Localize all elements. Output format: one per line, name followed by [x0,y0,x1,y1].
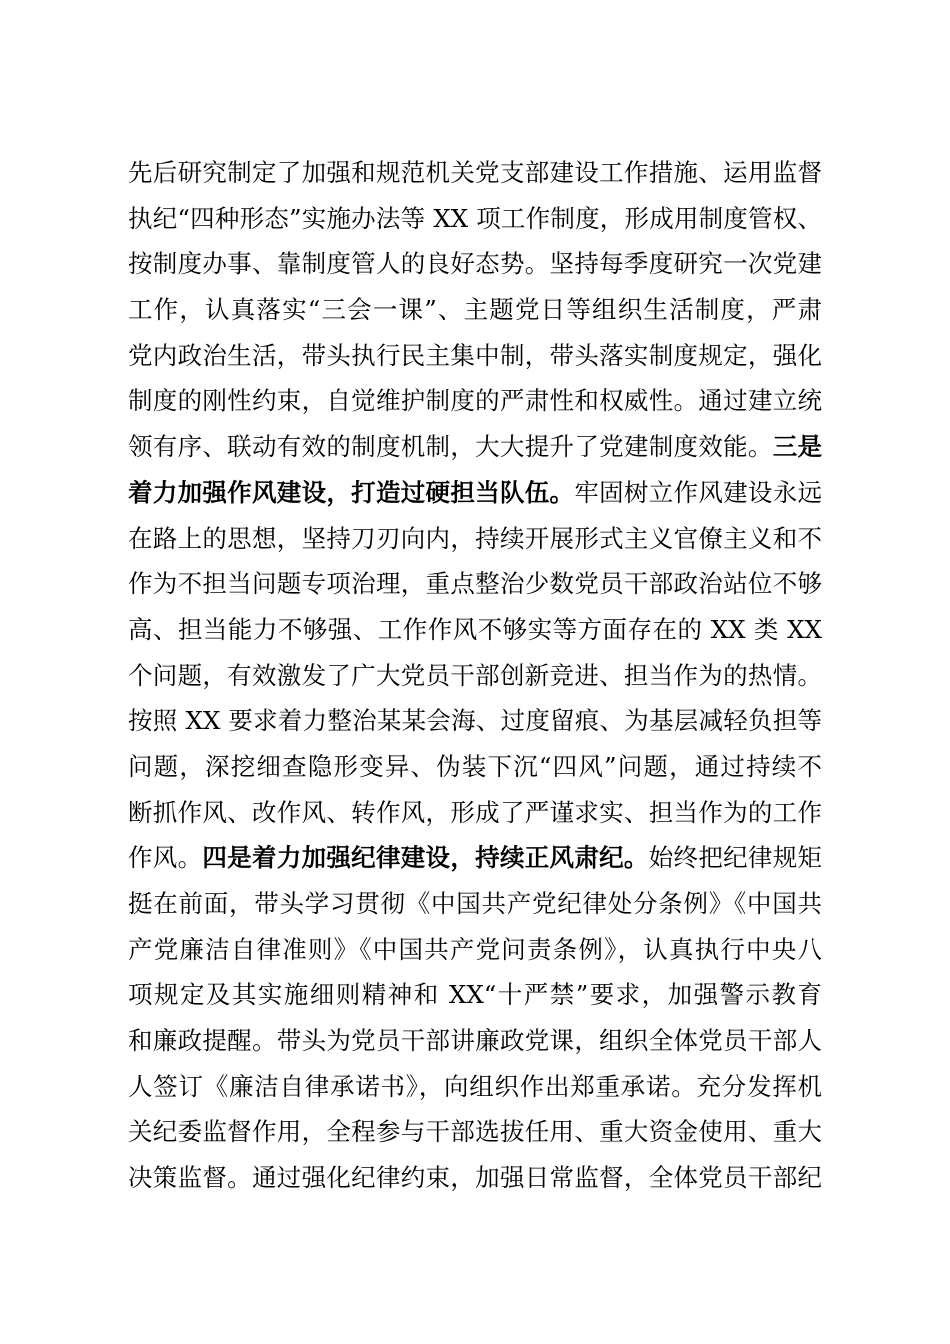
text-line [128,698,822,744]
text-line [128,241,822,287]
text-run: 始终把纪律规矩 [648,843,823,873]
text-line [128,744,822,790]
text-run: 产党廉洁自律准则》《中国共产党问责条例》，认真执行中央八 [128,934,822,964]
text-line [128,927,822,973]
text-run: 作为不担当问题专项治理，重点整治少数党员干部政治站位不够 [128,569,822,599]
text-run: 按制度办事、靠制度管人的良好态势。坚持每季度研究一次党建 [128,249,822,279]
text-run: 执纪“四种形态”实施办法等 XX 项工作制度，形成用制度管权、 [128,203,822,233]
text-run: 个问题，有效激发了广大党员干部创新竞进、担当作为的热情。 [128,660,822,690]
text-line [128,607,822,653]
text-line [128,196,822,242]
text-line [128,1064,822,1110]
text-line [128,287,822,333]
text-run: 领有序、联动有效的制度机制，大大提升了党建制度效能。 [128,432,773,462]
text-line [128,1109,822,1155]
text-line [128,972,822,1018]
bold-heading-run: 四是着力加强纪律建设，持续正风肃纪。 [202,843,649,873]
text-line [128,881,822,927]
text-line [128,790,822,836]
text-run: 挺在前面，带头学习贯彻《中国共产党纪律处分条例》《中国共 [128,889,822,918]
text-run: 先后研究制定了加强和规范机关党支部建设工作措施、运用监督 [128,158,822,187]
text-run: 牢固树立作风建设永远 [574,477,823,507]
text-line [128,1155,822,1201]
text-run: 和廉政提醒。带头为党员干部讲廉政党课，组织全体党员干部人 [128,1026,822,1056]
text-run: 问题，深挖细查隐形变异、伪装下沉“四风”问题，通过持续不 [128,751,822,781]
bold-heading-run: 三是 [772,432,822,462]
text-run: 决策监督。通过强化纪律约束，加强日常监督，全体党员干部纪 [128,1163,822,1193]
text-run: 在路上的思想，坚持刀刃向内，持续开展形式主义官僚主义和不 [128,523,822,553]
text-line [128,835,822,881]
text-line [128,424,822,470]
text-line [128,333,822,379]
text-line [128,653,822,699]
bold-heading-run: 着力加强作风建设，打造过硬担当队伍。 [128,477,575,507]
text-run: 作风。 [128,843,203,873]
text-run: 人签订《廉洁自律承诺书》，向组织作出郑重承诺。充分发挥机 [128,1071,822,1101]
text-run: 项规定及其实施细则精神和 XX“十严禁”要求，加强警示教育 [128,980,822,1010]
text-run: 高、担当能力不够强、工作作风不够实等方面存在的 XX 类 XX [128,614,822,644]
text-run: 党内政治生活，带头执行民主集中制，带头落实制度规定，强化 [128,340,822,370]
text-line [128,150,822,196]
text-run: 关纪委监督作用，全程参与干部选拔任用、重大资金使用、重大 [128,1117,822,1147]
text-line [128,378,822,424]
text-run: 按照 XX 要求着力整治某某会海、过度留痕、为基层减轻负担等 [128,706,822,736]
body-paragraph [128,150,822,1201]
text-line [128,1018,822,1064]
text-line [128,470,822,516]
text-run: 制度的刚性约束，自觉维护制度的严肃性和权威性。通过建立统 [128,386,822,416]
text-line [128,516,822,562]
text-run: 断抓作风、改作风、转作风，形成了严谨求实、担当作为的工作 [128,797,822,827]
text-run: 工作，认真落实“三会一课”、主题党日等组织生活制度，严肃 [128,295,822,325]
text-line [128,561,822,607]
